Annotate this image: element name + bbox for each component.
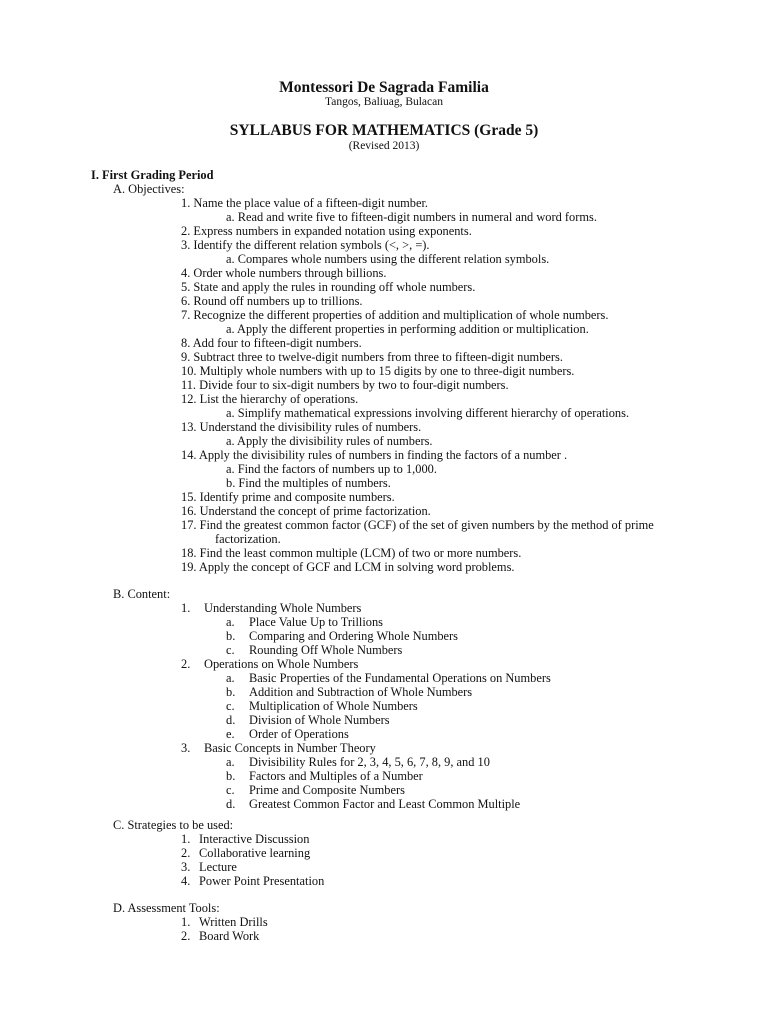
- content-subtopic: [226, 629, 458, 643]
- strategy-item: [181, 832, 309, 846]
- objective-item: 19. Apply the concept of GCF and LCM in solving word problems.: [181, 560, 515, 574]
- content-subtopic-text: Multiplication of Whole Numbers: [249, 699, 418, 713]
- content-topic-title: Basic Concepts in Number Theory: [204, 741, 376, 755]
- content-subtopic-text: Order of Operations: [249, 727, 349, 741]
- section-heading: I. First Grading Period: [91, 168, 214, 182]
- objective-item: 15. Identify prime and composite numbers.: [181, 490, 395, 504]
- objective-item: 7. Recognize the different properties of addition and multiplication of whole numbers.: [181, 308, 609, 322]
- strategy-text: Power Point Presentation: [199, 874, 325, 888]
- strategy-number: 3.: [181, 860, 191, 874]
- document-title: SYLLABUS FOR MATHEMATICS (Grade 5): [229, 122, 539, 139]
- content-subtopic-text: Rounding Off Whole Numbers: [249, 643, 403, 657]
- objective-item: 3. Identify the different relation symbols (<, >, =).: [181, 238, 430, 252]
- objective-item: 8. Add four to fifteen-digit numbers.: [181, 336, 362, 350]
- content-subtopic-letter: c.: [226, 699, 235, 713]
- content-topic: [181, 741, 376, 755]
- strategy-text: Collaborative learning: [199, 846, 311, 860]
- content-subtopic-letter: e.: [226, 727, 235, 741]
- content-subtopic-text: Comparing and Ordering Whole Numbers: [249, 629, 458, 643]
- content-subtopic-letter: a.: [226, 615, 235, 629]
- objective-subitem: a. Compares whole numbers using the different relation symbols.: [226, 252, 550, 266]
- content-subtopic-text: Prime and Composite Numbers: [249, 783, 405, 797]
- strategy-item: [181, 846, 310, 860]
- assessment-number: 1.: [181, 915, 191, 929]
- assessment-text: Written Drills: [199, 915, 268, 929]
- objective-subitem: a. Apply the divisibility rules of numbers.: [226, 434, 433, 448]
- objective-item: 6. Round off numbers up to trillions.: [181, 294, 363, 308]
- strategy-text: Interactive Discussion: [199, 832, 310, 846]
- content-subtopic-letter: b.: [226, 769, 236, 783]
- content-topic-title: Operations on Whole Numbers: [204, 657, 359, 671]
- assessment-number: 2.: [181, 929, 191, 943]
- content-subtopic: [226, 685, 472, 699]
- objective-item: 1. Name the place value of a fifteen-digit number.: [181, 196, 429, 210]
- content-topic: [181, 601, 361, 615]
- content-subtopic: [226, 713, 390, 727]
- objective-item: 11. Divide four to six-digit numbers by two to four-digit numbers.: [181, 378, 509, 392]
- content-subtopic-letter: d.: [226, 713, 236, 727]
- content-subtopic-text: Place Value Up to Trillions: [249, 615, 384, 629]
- school-name: Montessori De Sagrada Familia: [279, 79, 489, 96]
- objective-item: 14. Apply the divisibility rules of numbers in finding the factors of a number .: [181, 448, 568, 462]
- objective-item: 2. Express numbers in expanded notation using exponents.: [181, 224, 472, 238]
- content-subtopic-text: Addition and Subtraction of Whole Numbers: [249, 685, 473, 699]
- content-subtopic: [226, 727, 349, 741]
- content-subtopic-letter: a.: [226, 671, 235, 685]
- content-topic-title: Understanding Whole Numbers: [204, 601, 362, 615]
- content-subtopic-letter: b.: [226, 685, 236, 699]
- content-subtopic: [226, 783, 405, 797]
- strategy-number: 1.: [181, 832, 191, 846]
- content-subtopic: [226, 755, 490, 769]
- content-subtopic: [226, 797, 520, 811]
- content-subtopic-text: Factors and Multiples of a Number: [249, 769, 423, 783]
- content-subtopic-letter: d.: [226, 797, 236, 811]
- content-subtopic-letter: b.: [226, 629, 236, 643]
- school-address: Tangos, Baliuag, Bulacan: [325, 96, 443, 108]
- objective-item: 17. Find the greatest common factor (GCF) of the set of given numbers by the method of prime: [181, 518, 654, 532]
- content-subtopic-text: Greatest Common Factor and Least Common Multiple: [249, 797, 521, 811]
- objective-item: 16. Understand the concept of prime factorization.: [181, 504, 431, 518]
- objective-item-continuation: factorization.: [215, 532, 281, 546]
- content-topic-number: 3.: [181, 741, 191, 755]
- content-subtopic-text: Divisibility Rules for 2, 3, 4, 5, 6, 7, 8, 9, and 10: [249, 755, 490, 769]
- objective-item: 9. Subtract three to twelve-digit numbers from three to fifteen-digit numbers.: [181, 350, 563, 364]
- content-topic-number: 2.: [181, 657, 191, 671]
- strategy-item: [181, 860, 237, 874]
- objective-item: 5. State and apply the rules in rounding off whole numbers.: [181, 280, 476, 294]
- strategy-number: 4.: [181, 874, 191, 888]
- objective-subitem: a. Find the factors of numbers up to 1,000.: [226, 462, 437, 476]
- content-subtopic: [226, 769, 423, 783]
- content-topic: [181, 657, 358, 671]
- revision-note: (Revised 2013): [348, 140, 420, 152]
- content-subtopic-text: Division of Whole Numbers: [249, 713, 390, 727]
- objective-item: 18. Find the least common multiple (LCM) of two or more numbers.: [181, 546, 522, 560]
- content-subtopic-letter: c.: [226, 783, 235, 797]
- objective-item: 12. List the hierarchy of operations.: [181, 392, 359, 406]
- objective-subitem: a. Apply the different properties in performing addition or multiplication.: [226, 322, 589, 336]
- assessment-item: [181, 915, 268, 929]
- objective-subitem: a. Simplify mathematical expressions involving different hierarchy of operations.: [226, 406, 630, 420]
- strategy-text: Lecture: [199, 860, 237, 874]
- objective-subitem: b. Find the multiples of numbers.: [226, 476, 391, 490]
- content-subtopic: [226, 643, 402, 657]
- content-subtopic: [226, 615, 383, 629]
- assessment-text: Board Work: [199, 929, 260, 943]
- content-label: B. Content:: [113, 587, 171, 601]
- assessment-item: [181, 929, 259, 943]
- strategies-label: C. Strategies to be used:: [113, 818, 234, 832]
- content-subtopic-letter: a.: [226, 755, 235, 769]
- content-subtopic-letter: c.: [226, 643, 235, 657]
- content-subtopic: [226, 671, 551, 685]
- strategy-item: [181, 874, 324, 888]
- objective-item: 4. Order whole numbers through billions.: [181, 266, 387, 280]
- objective-subitem: a. Read and write five to fifteen-digit numbers in numeral and word forms.: [226, 210, 597, 224]
- objectives-label: A. Objectives:: [113, 182, 185, 196]
- objective-item: 13. Understand the divisibility rules of numbers.: [181, 420, 422, 434]
- content-subtopic-text: Basic Properties of the Fundamental Operations on Numbers: [249, 671, 551, 685]
- content-topic-number: 1.: [181, 601, 191, 615]
- content-subtopic: [226, 699, 418, 713]
- assessment-label: D. Assessment Tools:: [113, 901, 220, 915]
- strategy-number: 2.: [181, 846, 191, 860]
- objective-item: 10. Multiply whole numbers with up to 15 digits by one to three-digit numbers.: [181, 364, 575, 378]
